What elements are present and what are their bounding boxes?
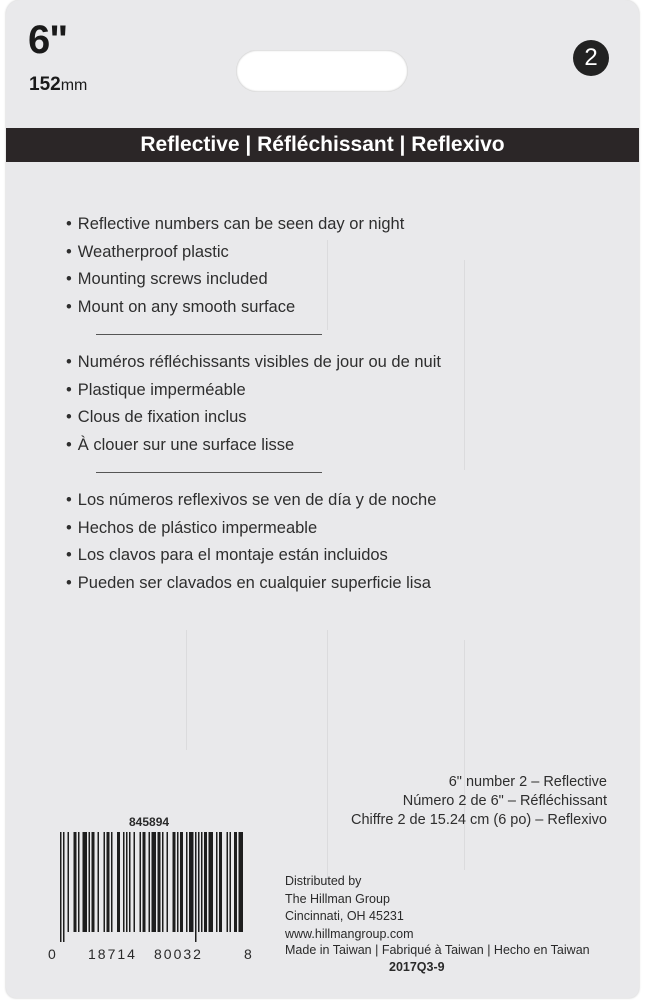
list-item: • Reflective numbers can be seen day or night <box>66 211 404 239</box>
product-description-english: 6" number 2 – Reflective <box>448 774 607 790</box>
divider <box>96 472 322 473</box>
size-inches: 6" <box>28 18 68 62</box>
barcode-bar <box>74 832 77 932</box>
country-of-origin: Made in Taiwan | Fabriqué à Taiwan | Hecho en Taiwan <box>285 943 590 957</box>
barcode-bar <box>107 832 110 932</box>
reflective-banner: Reflective | Réfléchissant | Reflexivo <box>6 128 639 162</box>
barcode-bar <box>68 832 70 932</box>
card-crease <box>186 630 187 750</box>
distributor-website: www.hillmangroup.com <box>285 926 414 941</box>
package-card <box>6 0 639 998</box>
distributor-line: Distributed by <box>285 874 362 888</box>
list-item: • Pueden ser clavados en cualquier superficie lisa <box>66 570 436 598</box>
barcode-bar <box>104 832 106 932</box>
sku-number: 845894 <box>129 815 170 829</box>
list-item: • Mounting screws included <box>66 266 404 294</box>
barcode-bars <box>60 832 244 942</box>
barcode-bar <box>129 832 131 932</box>
barcode-bar <box>98 832 100 932</box>
barcode-bar <box>198 832 200 932</box>
barcode-bar <box>123 832 125 932</box>
barcode-bar <box>83 832 88 932</box>
barcode-bar <box>89 832 91 932</box>
distributor-name: The Hillman Group <box>285 891 390 906</box>
barcode-bar <box>167 832 169 932</box>
barcode-bar <box>63 832 65 942</box>
barcode-bar <box>186 832 188 932</box>
upc-group-right: 80032 <box>154 946 203 962</box>
barcode-bar <box>230 832 232 932</box>
list-item: • Numéros réfléchissants visibles de jour ou de nuit <box>66 349 441 377</box>
list-item: • Los números reflexivos se ven de día y de noche <box>66 487 436 515</box>
number-badge: 2 <box>573 40 609 76</box>
barcode-bar <box>126 832 128 932</box>
list-item: • Mount on any smooth surface <box>66 294 404 322</box>
feature-list-french <box>66 349 441 460</box>
list-item: • Plastique imperméable <box>66 377 441 405</box>
barcode-bar <box>149 832 151 932</box>
upc-first-digit: 0 <box>48 946 56 962</box>
product-description-french: Número 2 de 6" – Réfléchissant <box>402 793 607 809</box>
barcode-bar <box>111 832 113 932</box>
barcode-bar <box>227 832 229 932</box>
barcode-bar <box>162 832 164 932</box>
barcode-bar <box>204 832 207 932</box>
barcode-bar <box>216 832 218 932</box>
barcode-bar <box>209 832 214 932</box>
barcode-bar <box>152 832 157 932</box>
barcode-bar <box>189 832 194 932</box>
barcode-bar <box>173 832 176 932</box>
barcode-bar <box>92 832 95 932</box>
size-mm-value: 152 <box>29 74 61 95</box>
size-millimeters <box>29 74 87 96</box>
barcode-bar <box>219 832 222 932</box>
hang-hole <box>236 50 408 92</box>
barcode-bar <box>60 832 62 942</box>
barcode-bar <box>78 832 80 932</box>
upc-group-left: 18714 <box>88 946 137 962</box>
distributor-info <box>285 873 414 943</box>
size-mm-unit: mm <box>60 77 88 94</box>
barcode-bar <box>234 832 237 932</box>
barcode-bar <box>180 832 183 932</box>
barcode-bar <box>117 832 120 932</box>
divider <box>96 334 322 335</box>
barcode-bar <box>239 832 244 932</box>
list-item: • Hechos de plástico impermeable <box>66 515 436 543</box>
feature-list-spanish <box>66 487 436 598</box>
list-item: • Weatherproof plastic <box>66 239 404 267</box>
barcode-bar <box>158 832 161 932</box>
card-crease <box>464 260 465 470</box>
barcode-bar <box>177 832 179 932</box>
product-description-spanish: Chiffre 2 de 15.24 cm (6 po) – Reflexivo <box>350 812 607 828</box>
barcode-bar <box>143 832 146 932</box>
list-item: • Los clavos para el montaje están incluidos <box>66 542 436 570</box>
product-description <box>351 773 607 830</box>
barcode-bar <box>195 832 197 942</box>
card-crease <box>327 630 328 880</box>
list-item: • À clouer sur une surface lisse <box>66 432 441 460</box>
barcode-bar <box>201 832 203 932</box>
distributor-address: Cincinnati, OH 45231 <box>285 909 404 923</box>
feature-list-english <box>66 211 404 322</box>
list-item: • Clous de fixation inclus <box>66 404 441 432</box>
lot-code: 2017Q3-9 <box>389 960 445 974</box>
card-crease <box>464 640 465 870</box>
upc-last-digit: 8 <box>244 946 252 962</box>
barcode-bar <box>134 832 136 932</box>
barcode-bar <box>140 832 142 932</box>
